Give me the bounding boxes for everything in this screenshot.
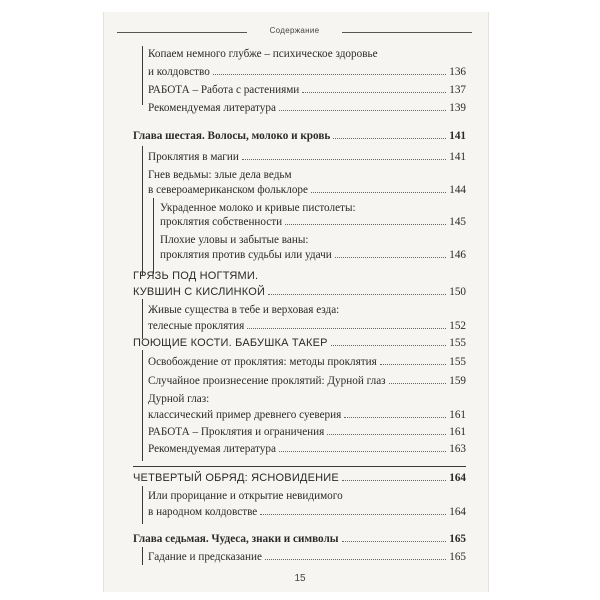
chapter-title: Глава седьмая. Чудеса, знаки и символы (133, 533, 339, 545)
toc-entry (148, 505, 466, 519)
page-number: 159 (449, 375, 466, 387)
page-number: 165 (449, 533, 466, 545)
toc-entry (148, 408, 466, 422)
toc-entry (148, 319, 466, 333)
leader-dots (333, 137, 446, 139)
leader-dots (279, 109, 446, 111)
rite-heading (133, 471, 466, 485)
toc-entry (148, 183, 466, 197)
toc-entry-text: Проклятия в магии (148, 151, 239, 163)
group-bar (142, 486, 143, 524)
leader-dots (344, 416, 446, 418)
page-number: 163 (449, 443, 466, 455)
rite-rule (133, 466, 466, 467)
leader-dots (331, 344, 447, 346)
running-head-title: Содержание (269, 26, 320, 35)
chapter-heading (133, 532, 466, 546)
toc-entry (160, 215, 466, 229)
page-number: 164 (449, 506, 466, 518)
page-number: 137 (449, 84, 466, 96)
toc-entry-text: Или прорицание и открытие невидимого (148, 490, 343, 502)
page-number: 144 (449, 184, 466, 196)
toc-entry-text: РАБОТА – Работа с растениями (148, 84, 300, 96)
leader-dots (389, 382, 447, 384)
page-number: 155 (449, 337, 466, 349)
leader-dots (213, 73, 446, 75)
group-bar (142, 547, 143, 565)
page-number: 161 (449, 409, 466, 421)
group-bar (142, 350, 143, 461)
group-bar (142, 146, 143, 275)
toc-entry-text: Живые существа в тебе и верховая езда: (148, 304, 340, 316)
page-number: 139 (449, 102, 466, 114)
leader-dots (242, 158, 446, 160)
toc-entry-text: проклятия собственности (160, 216, 283, 228)
leader-dots (247, 327, 446, 329)
leader-dots (302, 91, 446, 93)
toc-entry-text: Гадание и предсказание (148, 551, 262, 563)
group-bar (142, 46, 143, 105)
toc-entry (148, 355, 466, 369)
page-number: 136 (449, 66, 466, 78)
toc-entry-text: Случайное произнесение проклятий: Дурной глаз (148, 375, 386, 387)
leader-dots (327, 433, 446, 435)
leader-dots (268, 293, 446, 295)
leader-dots (342, 540, 447, 542)
toc-entry-text: Плохие уловы и забытые ваны: (160, 234, 309, 246)
toc-entry-text: Украденное молоко и кривые пистолеты: (160, 202, 356, 214)
page-number: 141 (449, 151, 466, 163)
toc-entry (148, 442, 466, 456)
toc-entry-text: и колдовство (148, 66, 210, 78)
leader-dots (260, 513, 446, 515)
running-head (117, 26, 472, 38)
toc-entry-text: Гнев ведьмы: злые дела ведьм (148, 169, 292, 181)
page-number: 152 (449, 320, 466, 332)
section-title: ГРЯЗЬ ПОД НОГТЯМИ. (133, 270, 259, 282)
running-head-rule-right (342, 32, 472, 33)
leader-dots (342, 479, 446, 481)
section-heading (133, 336, 466, 350)
toc-entry-text: телесные проклятия (148, 320, 245, 332)
group-bar (142, 299, 143, 339)
toc-entry-text: Рекомендуемая литература (148, 102, 276, 114)
toc-entry-text: Рекомендуемая литература (148, 443, 276, 455)
page-number: 155 (449, 356, 466, 368)
toc-entry (148, 550, 466, 564)
chapter-title: Глава шестая. Волосы, молоко и кровь (133, 130, 331, 142)
toc-entry-text: в народном колдовстве (148, 506, 258, 518)
leader-dots (380, 363, 446, 365)
section-title: ПОЮЩИЕ КОСТИ. БАБУШКА ТАКЕР (133, 337, 328, 349)
leader-dots (279, 450, 446, 452)
leader-dots (285, 223, 446, 225)
toc-entry (148, 83, 466, 97)
toc-entry (148, 425, 466, 439)
page-folio: 15 (294, 573, 306, 584)
page-number: 161 (449, 426, 466, 438)
toc-entry (148, 150, 466, 164)
leader-dots (265, 558, 446, 560)
rite-title: ЧЕТВЕРТЫЙ ОБРЯД: ЯСНОВИДЕНИЕ (133, 472, 339, 484)
toc-entry-text: Освобождение от проклятия: методы проклятия (148, 356, 377, 368)
toc-entry-text: в североамериканском фольклоре (148, 184, 308, 196)
toc-entry-text: РАБОТА – Проклятия и ограничения (148, 426, 325, 438)
page-number: 164 (449, 472, 466, 484)
toc-entry (148, 101, 466, 115)
toc-entry (148, 374, 466, 388)
chapter-heading (133, 129, 466, 143)
page-number: 165 (449, 551, 466, 563)
page-number: 145 (449, 216, 466, 228)
toc-entry (160, 248, 466, 262)
page-number: 150 (449, 286, 466, 298)
section-title: КУВШИН С КИСЛИНКОЙ (133, 286, 266, 298)
subgroup-bar (153, 198, 154, 274)
toc-entry (148, 65, 466, 79)
toc-entry-text: классический пример древнего суеверия (148, 409, 342, 421)
toc-entry-text: проклятия против судьбы или удачи (160, 249, 332, 261)
page-number: 141 (449, 130, 466, 142)
page-number: 146 (449, 249, 466, 261)
toc-entry-text: Дурной глаз: (148, 393, 210, 405)
leader-dots (335, 256, 447, 258)
leader-dots (311, 191, 446, 193)
toc-entry-text: Копаем немного глубже – психическое здоровье (148, 48, 378, 60)
section-heading (133, 285, 466, 299)
